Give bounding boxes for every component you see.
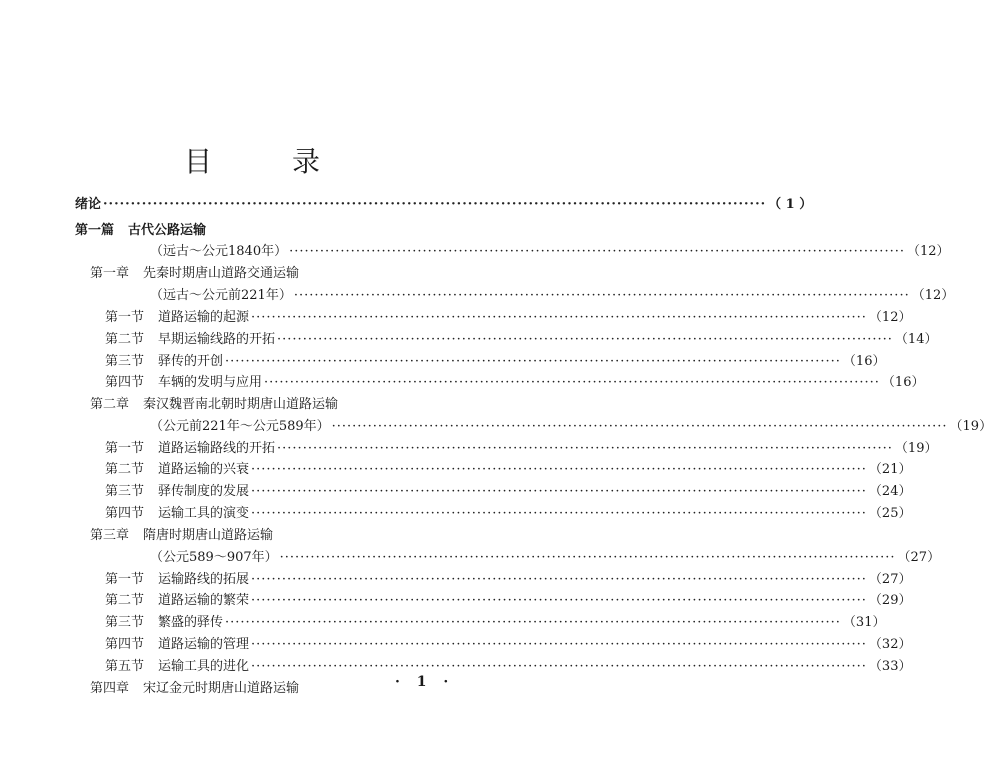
toc-entry-number: 第三节 (105, 354, 145, 369)
toc-entry-number: 第四节 (105, 506, 145, 521)
toc-entry-title: （公元589～907年） (150, 550, 278, 565)
dot-leader: ························································································································ (277, 441, 893, 456)
toc-entry (105, 330, 938, 350)
toc-entry-title: 道路运输的兴衰 (158, 462, 250, 477)
toc-entry-title: 运输路线的拓展 (158, 572, 250, 587)
toc-entry-number: 第四章 (90, 681, 130, 696)
toc-entry-number: 第二节 (105, 332, 145, 347)
toc-entry-number: 第二节 (105, 593, 145, 608)
toc-entry (105, 308, 912, 328)
toc-entry-title: 秦汉魏晋南北朝时期唐山道路运输 (143, 397, 339, 412)
toc-entry-page: （27） (897, 550, 941, 565)
toc-entry-page: （25） (868, 506, 912, 521)
toc-entry (75, 221, 206, 241)
toc-entry-title: 车辆的发明与应用 (158, 375, 263, 390)
toc-entry-number: 第五节 (105, 659, 145, 674)
toc-entry-page: （16） (881, 375, 925, 390)
toc-entry-number: 第三节 (105, 484, 145, 499)
toc-entry-title: 道路运输的起源 (158, 310, 250, 325)
toc-entry-title: 绪论 (75, 197, 102, 212)
toc-entry-title: 道路运输的繁荣 (158, 593, 250, 608)
toc-entry (105, 504, 912, 524)
dot-leader: ························································································································ (251, 462, 867, 477)
toc-entry-number: 第三节 (105, 615, 145, 630)
toc-entry-number: 第四节 (105, 637, 145, 652)
toc-entry-page: （27） (868, 572, 912, 587)
dot-leader: ························································································································ (264, 375, 880, 390)
dot-leader: ························································································································ (277, 332, 893, 347)
toc-entry-title: 先秦时期唐山道路交通运输 (143, 266, 300, 281)
toc-entry-page: （24） (868, 484, 912, 499)
toc-entry-title: 驿传的开创 (158, 354, 224, 369)
toc-entry-page: （33） (868, 659, 912, 674)
toc-entry-number: 第三章 (90, 528, 130, 543)
toc-entry (105, 460, 912, 480)
toc-entry-title: 运输工具的进化 (158, 659, 250, 674)
toc-entry-number: 第一节 (105, 310, 145, 325)
toc-entry (105, 657, 912, 677)
toc-entry-page: （16） (842, 354, 886, 369)
dot-leader: ························································································································ (251, 506, 867, 521)
toc-entry (105, 352, 886, 372)
toc-entry-title: （公元前221年～公元589年） (150, 419, 330, 434)
toc-entry-page: （19） (949, 419, 992, 434)
toc-entry-page: （29） (868, 593, 912, 608)
toc-entry-title: 隋唐时期唐山道路运输 (143, 528, 274, 543)
toc-entry-title: 古代公路运输 (128, 223, 207, 238)
toc-entry (150, 242, 950, 262)
toc-entry-number: 第四节 (105, 375, 145, 390)
toc-entry-page: （12） (868, 310, 912, 325)
toc-entry-number: 第一节 (105, 441, 145, 456)
page-number: · 1 · (395, 674, 455, 690)
toc-entry (90, 526, 273, 546)
dot-leader: ························································································································ (251, 637, 867, 652)
dot-leader: ························································································································ (279, 550, 896, 565)
dot-leader: ························································································································ (251, 484, 867, 499)
toc-entry (90, 395, 338, 415)
toc-entry-page: （21） (868, 462, 912, 477)
toc-entry-title: 驿传制度的发展 (158, 484, 250, 499)
toc-entry-title: 宋辽金元时期唐山道路运输 (143, 681, 300, 696)
dot-leader: ························································································································ (103, 197, 767, 212)
toc-entry-title: 早期运输线路的开拓 (158, 332, 276, 347)
toc-entry-number: 第一章 (90, 266, 130, 281)
toc-entry-page: （31） (842, 615, 886, 630)
toc-entry (105, 439, 938, 459)
page-title: 目 录 (183, 145, 346, 178)
toc-entry-title: 道路运输的管理 (158, 637, 250, 652)
toc-entry (105, 591, 912, 611)
toc-entry (105, 570, 912, 590)
toc-entry (150, 417, 992, 437)
dot-leader: ························································································································ (225, 354, 841, 369)
toc-entry-page: （12） (911, 288, 955, 303)
toc-entry-page: （19） (894, 441, 938, 456)
dot-leader: ························································································································ (251, 593, 867, 608)
toc-entry-page: （14） (894, 332, 938, 347)
dot-leader: ························································································································ (251, 310, 867, 325)
dot-leader: ························································································································ (331, 419, 948, 434)
toc-entry (90, 679, 299, 699)
toc-entry (105, 482, 912, 502)
toc-entry (105, 635, 912, 655)
dot-leader: ························································································································ (293, 288, 910, 303)
toc-entry-page: （32） (868, 637, 912, 652)
dot-leader: ························································································································ (225, 615, 841, 630)
toc-entry (150, 548, 941, 568)
dot-leader: ························································································································ (251, 659, 867, 674)
toc-entry-title: （远古～公元前221年） (150, 288, 292, 303)
toc-entry-title: 繁盛的驿传 (158, 615, 224, 630)
toc-entry (90, 264, 299, 284)
toc-entry-title: 运输工具的演变 (158, 506, 250, 521)
toc-entry (75, 195, 813, 215)
toc-entry-title: （远古～公元1840年） (150, 244, 288, 259)
toc-entry-number: 第二章 (90, 397, 130, 412)
toc-entry-page: （ 1 ） (768, 197, 813, 212)
dot-leader: ························································································································ (289, 244, 905, 259)
toc-entry-number: 第一篇 (75, 223, 115, 238)
toc-entry-page: （12） (906, 244, 950, 259)
toc-entry-title: 道路运输路线的开拓 (158, 441, 276, 456)
toc-entry (150, 286, 955, 306)
toc-entry-number: 第二节 (105, 462, 145, 477)
toc-entry (105, 613, 886, 633)
toc-entry-number: 第一节 (105, 572, 145, 587)
toc-entry (105, 373, 925, 393)
dot-leader: ························································································································ (251, 572, 867, 587)
